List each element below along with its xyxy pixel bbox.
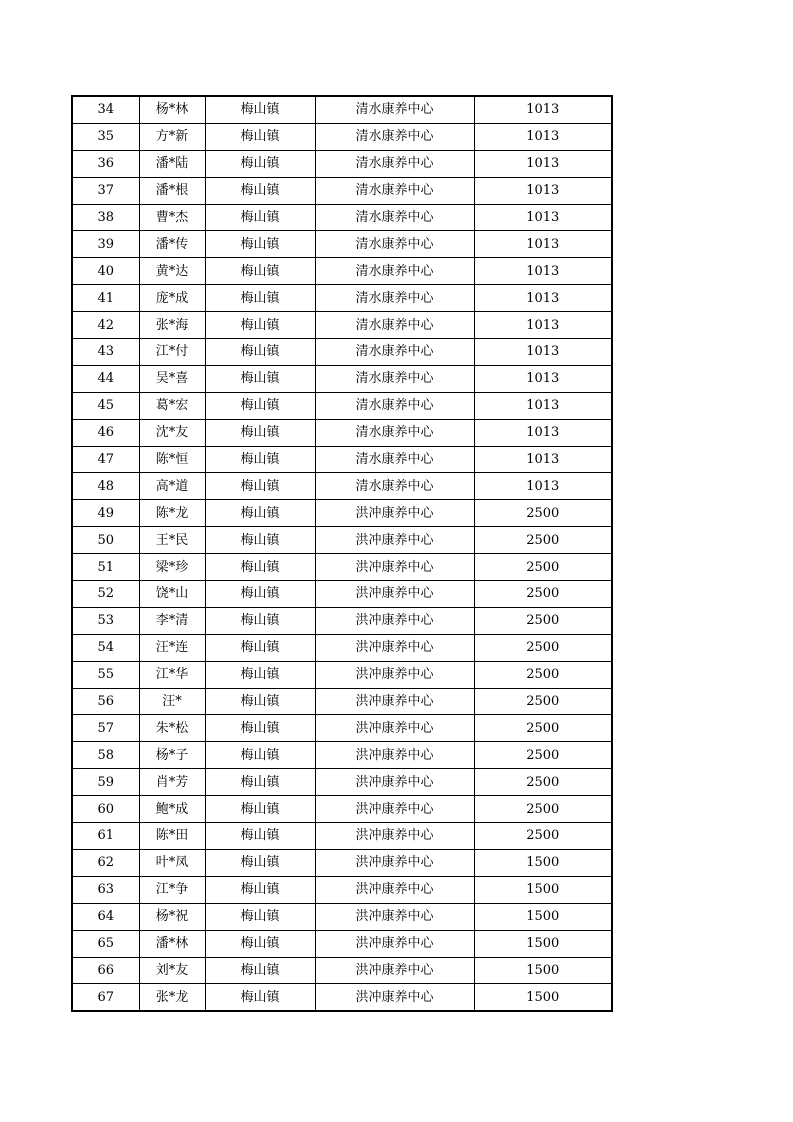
table-body (72, 96, 612, 1011)
row-number-cell: 48 (72, 473, 139, 500)
institution-cell: 清水康养中心 (315, 392, 474, 419)
amount-cell: 2500 (474, 527, 612, 554)
town-cell: 梅山镇 (205, 634, 315, 661)
institution-cell: 清水康养中心 (315, 473, 474, 500)
table-row (72, 419, 612, 446)
amount-cell: 1500 (474, 957, 612, 984)
row-number-cell: 52 (72, 581, 139, 608)
town-cell: 梅山镇 (205, 688, 315, 715)
town-cell: 梅山镇 (205, 769, 315, 796)
name-cell: 杨*祝 (139, 903, 205, 930)
table-row (72, 123, 612, 150)
table-row (72, 607, 612, 634)
town-cell: 梅山镇 (205, 742, 315, 769)
town-cell: 梅山镇 (205, 392, 315, 419)
town-cell: 梅山镇 (205, 823, 315, 850)
row-number-cell: 40 (72, 258, 139, 285)
row-number-cell: 62 (72, 849, 139, 876)
town-cell: 梅山镇 (205, 204, 315, 231)
amount-cell: 2500 (474, 796, 612, 823)
amount-cell: 1013 (474, 419, 612, 446)
row-number-cell: 36 (72, 150, 139, 177)
town-cell: 梅山镇 (205, 984, 315, 1011)
name-cell: 潘*传 (139, 231, 205, 258)
name-cell: 陈*田 (139, 823, 205, 850)
name-cell: 葛*宏 (139, 392, 205, 419)
amount-cell: 1013 (474, 150, 612, 177)
name-cell: 高*道 (139, 473, 205, 500)
name-cell: 江*争 (139, 876, 205, 903)
institution-cell: 清水康养中心 (315, 446, 474, 473)
row-number-cell: 60 (72, 796, 139, 823)
row-number-cell: 41 (72, 285, 139, 312)
row-number-cell: 39 (72, 231, 139, 258)
institution-cell: 清水康养中心 (315, 150, 474, 177)
row-number-cell: 63 (72, 876, 139, 903)
table-row (72, 231, 612, 258)
institution-cell: 洪冲康养中心 (315, 849, 474, 876)
name-cell: 潘*根 (139, 177, 205, 204)
town-cell: 梅山镇 (205, 849, 315, 876)
town-cell: 梅山镇 (205, 607, 315, 634)
town-cell: 梅山镇 (205, 796, 315, 823)
table-row (72, 849, 612, 876)
institution-cell: 洪冲康养中心 (315, 823, 474, 850)
town-cell: 梅山镇 (205, 339, 315, 366)
row-number-cell: 53 (72, 607, 139, 634)
table-row (72, 634, 612, 661)
table-row (72, 930, 612, 957)
town-cell: 梅山镇 (205, 365, 315, 392)
table-row (72, 715, 612, 742)
table-row (72, 903, 612, 930)
table-row (72, 177, 612, 204)
amount-cell: 2500 (474, 607, 612, 634)
row-number-cell: 42 (72, 312, 139, 339)
amount-cell: 2500 (474, 742, 612, 769)
row-number-cell: 34 (72, 96, 139, 123)
table-row (72, 876, 612, 903)
amount-cell: 1013 (474, 231, 612, 258)
row-number-cell: 58 (72, 742, 139, 769)
town-cell: 梅山镇 (205, 231, 315, 258)
row-number-cell: 64 (72, 903, 139, 930)
amount-cell: 1013 (474, 204, 612, 231)
institution-cell: 洪冲康养中心 (315, 527, 474, 554)
table-row (72, 500, 612, 527)
amount-cell: 2500 (474, 581, 612, 608)
row-number-cell: 43 (72, 339, 139, 366)
institution-cell: 清水康养中心 (315, 123, 474, 150)
institution-cell: 清水康养中心 (315, 96, 474, 123)
amount-cell: 1013 (474, 285, 612, 312)
row-number-cell: 66 (72, 957, 139, 984)
row-number-cell: 47 (72, 446, 139, 473)
town-cell: 梅山镇 (205, 473, 315, 500)
institution-cell: 清水康养中心 (315, 258, 474, 285)
row-number-cell: 57 (72, 715, 139, 742)
town-cell: 梅山镇 (205, 661, 315, 688)
name-cell: 王*民 (139, 527, 205, 554)
row-number-cell: 67 (72, 984, 139, 1011)
institution-cell: 洪冲康养中心 (315, 903, 474, 930)
town-cell: 梅山镇 (205, 903, 315, 930)
town-cell: 梅山镇 (205, 123, 315, 150)
institution-cell: 洪冲康养中心 (315, 957, 474, 984)
institution-cell: 洪冲康养中心 (315, 876, 474, 903)
amount-cell: 1013 (474, 312, 612, 339)
institution-cell: 洪冲康养中心 (315, 554, 474, 581)
amount-cell: 1013 (474, 365, 612, 392)
institution-cell: 洪冲康养中心 (315, 607, 474, 634)
amount-cell: 1500 (474, 876, 612, 903)
town-cell: 梅山镇 (205, 312, 315, 339)
row-number-cell: 56 (72, 688, 139, 715)
name-cell: 潘*林 (139, 930, 205, 957)
name-cell: 曹*杰 (139, 204, 205, 231)
institution-cell: 洪冲康养中心 (315, 930, 474, 957)
table-row (72, 769, 612, 796)
amount-cell: 1500 (474, 984, 612, 1011)
town-cell: 梅山镇 (205, 957, 315, 984)
institution-cell: 洪冲康养中心 (315, 500, 474, 527)
name-cell: 潘*陆 (139, 150, 205, 177)
name-cell: 江*华 (139, 661, 205, 688)
row-number-cell: 54 (72, 634, 139, 661)
institution-cell: 清水康养中心 (315, 177, 474, 204)
town-cell: 梅山镇 (205, 500, 315, 527)
institution-cell: 清水康养中心 (315, 365, 474, 392)
amount-cell: 1013 (474, 339, 612, 366)
institution-cell: 洪冲康养中心 (315, 984, 474, 1011)
table-row (72, 339, 612, 366)
table-row (72, 661, 612, 688)
row-number-cell: 51 (72, 554, 139, 581)
name-cell: 汪*连 (139, 634, 205, 661)
table-row (72, 688, 612, 715)
row-number-cell: 61 (72, 823, 139, 850)
name-cell: 饶*山 (139, 581, 205, 608)
institution-cell: 洪冲康养中心 (315, 742, 474, 769)
row-number-cell: 38 (72, 204, 139, 231)
name-cell: 陈*恒 (139, 446, 205, 473)
town-cell: 梅山镇 (205, 285, 315, 312)
table-row (72, 742, 612, 769)
amount-cell: 1013 (474, 473, 612, 500)
table-row (72, 796, 612, 823)
table-row (72, 581, 612, 608)
table-row (72, 150, 612, 177)
row-number-cell: 46 (72, 419, 139, 446)
table-row (72, 554, 612, 581)
table-row (72, 957, 612, 984)
table-row (72, 446, 612, 473)
table-row (72, 473, 612, 500)
amount-cell: 2500 (474, 715, 612, 742)
row-number-cell: 65 (72, 930, 139, 957)
amount-cell: 1013 (474, 258, 612, 285)
name-cell: 黄*达 (139, 258, 205, 285)
town-cell: 梅山镇 (205, 554, 315, 581)
amount-cell: 2500 (474, 769, 612, 796)
amount-cell: 1013 (474, 177, 612, 204)
institution-cell: 清水康养中心 (315, 339, 474, 366)
town-cell: 梅山镇 (205, 581, 315, 608)
row-number-cell: 45 (72, 392, 139, 419)
name-cell: 叶*凤 (139, 849, 205, 876)
institution-cell: 洪冲康养中心 (315, 581, 474, 608)
institution-cell: 洪冲康养中心 (315, 688, 474, 715)
institution-cell: 清水康养中心 (315, 231, 474, 258)
table-row (72, 823, 612, 850)
amount-cell: 1013 (474, 123, 612, 150)
name-cell: 刘*友 (139, 957, 205, 984)
name-cell: 沈*友 (139, 419, 205, 446)
row-number-cell: 59 (72, 769, 139, 796)
amount-cell: 2500 (474, 823, 612, 850)
amount-cell: 1013 (474, 392, 612, 419)
town-cell: 梅山镇 (205, 715, 315, 742)
name-cell: 张*龙 (139, 984, 205, 1011)
name-cell: 杨*子 (139, 742, 205, 769)
table-row (72, 392, 612, 419)
town-cell: 梅山镇 (205, 527, 315, 554)
town-cell: 梅山镇 (205, 96, 315, 123)
name-cell: 张*海 (139, 312, 205, 339)
table-row (72, 285, 612, 312)
institution-cell: 洪冲康养中心 (315, 634, 474, 661)
institution-cell: 洪冲康养中心 (315, 769, 474, 796)
town-cell: 梅山镇 (205, 930, 315, 957)
amount-cell: 2500 (474, 661, 612, 688)
amount-cell: 1013 (474, 446, 612, 473)
town-cell: 梅山镇 (205, 876, 315, 903)
row-number-cell: 37 (72, 177, 139, 204)
institution-cell: 洪冲康养中心 (315, 796, 474, 823)
amount-cell: 2500 (474, 688, 612, 715)
table-row (72, 312, 612, 339)
name-cell: 陈*龙 (139, 500, 205, 527)
amount-cell: 2500 (474, 500, 612, 527)
table-row (72, 527, 612, 554)
amount-cell: 2500 (474, 634, 612, 661)
amount-cell: 1013 (474, 96, 612, 123)
name-cell: 朱*松 (139, 715, 205, 742)
institution-cell: 清水康养中心 (315, 419, 474, 446)
town-cell: 梅山镇 (205, 419, 315, 446)
table-row (72, 258, 612, 285)
town-cell: 梅山镇 (205, 258, 315, 285)
amount-cell: 2500 (474, 554, 612, 581)
name-cell: 梁*珍 (139, 554, 205, 581)
row-number-cell: 55 (72, 661, 139, 688)
table-row (72, 365, 612, 392)
institution-cell: 洪冲康养中心 (315, 661, 474, 688)
table-row (72, 204, 612, 231)
town-cell: 梅山镇 (205, 150, 315, 177)
name-cell: 方*新 (139, 123, 205, 150)
name-cell: 李*清 (139, 607, 205, 634)
name-cell: 江*付 (139, 339, 205, 366)
institution-cell: 清水康养中心 (315, 285, 474, 312)
row-number-cell: 50 (72, 527, 139, 554)
institution-cell: 洪冲康养中心 (315, 715, 474, 742)
institution-cell: 清水康养中心 (315, 204, 474, 231)
row-number-cell: 49 (72, 500, 139, 527)
name-cell: 杨*林 (139, 96, 205, 123)
name-cell: 肖*芳 (139, 769, 205, 796)
name-cell: 庞*成 (139, 285, 205, 312)
row-number-cell: 35 (72, 123, 139, 150)
row-number-cell: 44 (72, 365, 139, 392)
name-cell: 汪* (139, 688, 205, 715)
amount-cell: 1500 (474, 849, 612, 876)
name-cell: 鲍*成 (139, 796, 205, 823)
table-row (72, 984, 612, 1011)
town-cell: 梅山镇 (205, 177, 315, 204)
institution-cell: 清水康养中心 (315, 312, 474, 339)
table-row (72, 96, 612, 123)
name-cell: 吴*喜 (139, 365, 205, 392)
town-cell: 梅山镇 (205, 446, 315, 473)
amount-cell: 1500 (474, 903, 612, 930)
data-table (71, 95, 613, 1012)
amount-cell: 1500 (474, 930, 612, 957)
